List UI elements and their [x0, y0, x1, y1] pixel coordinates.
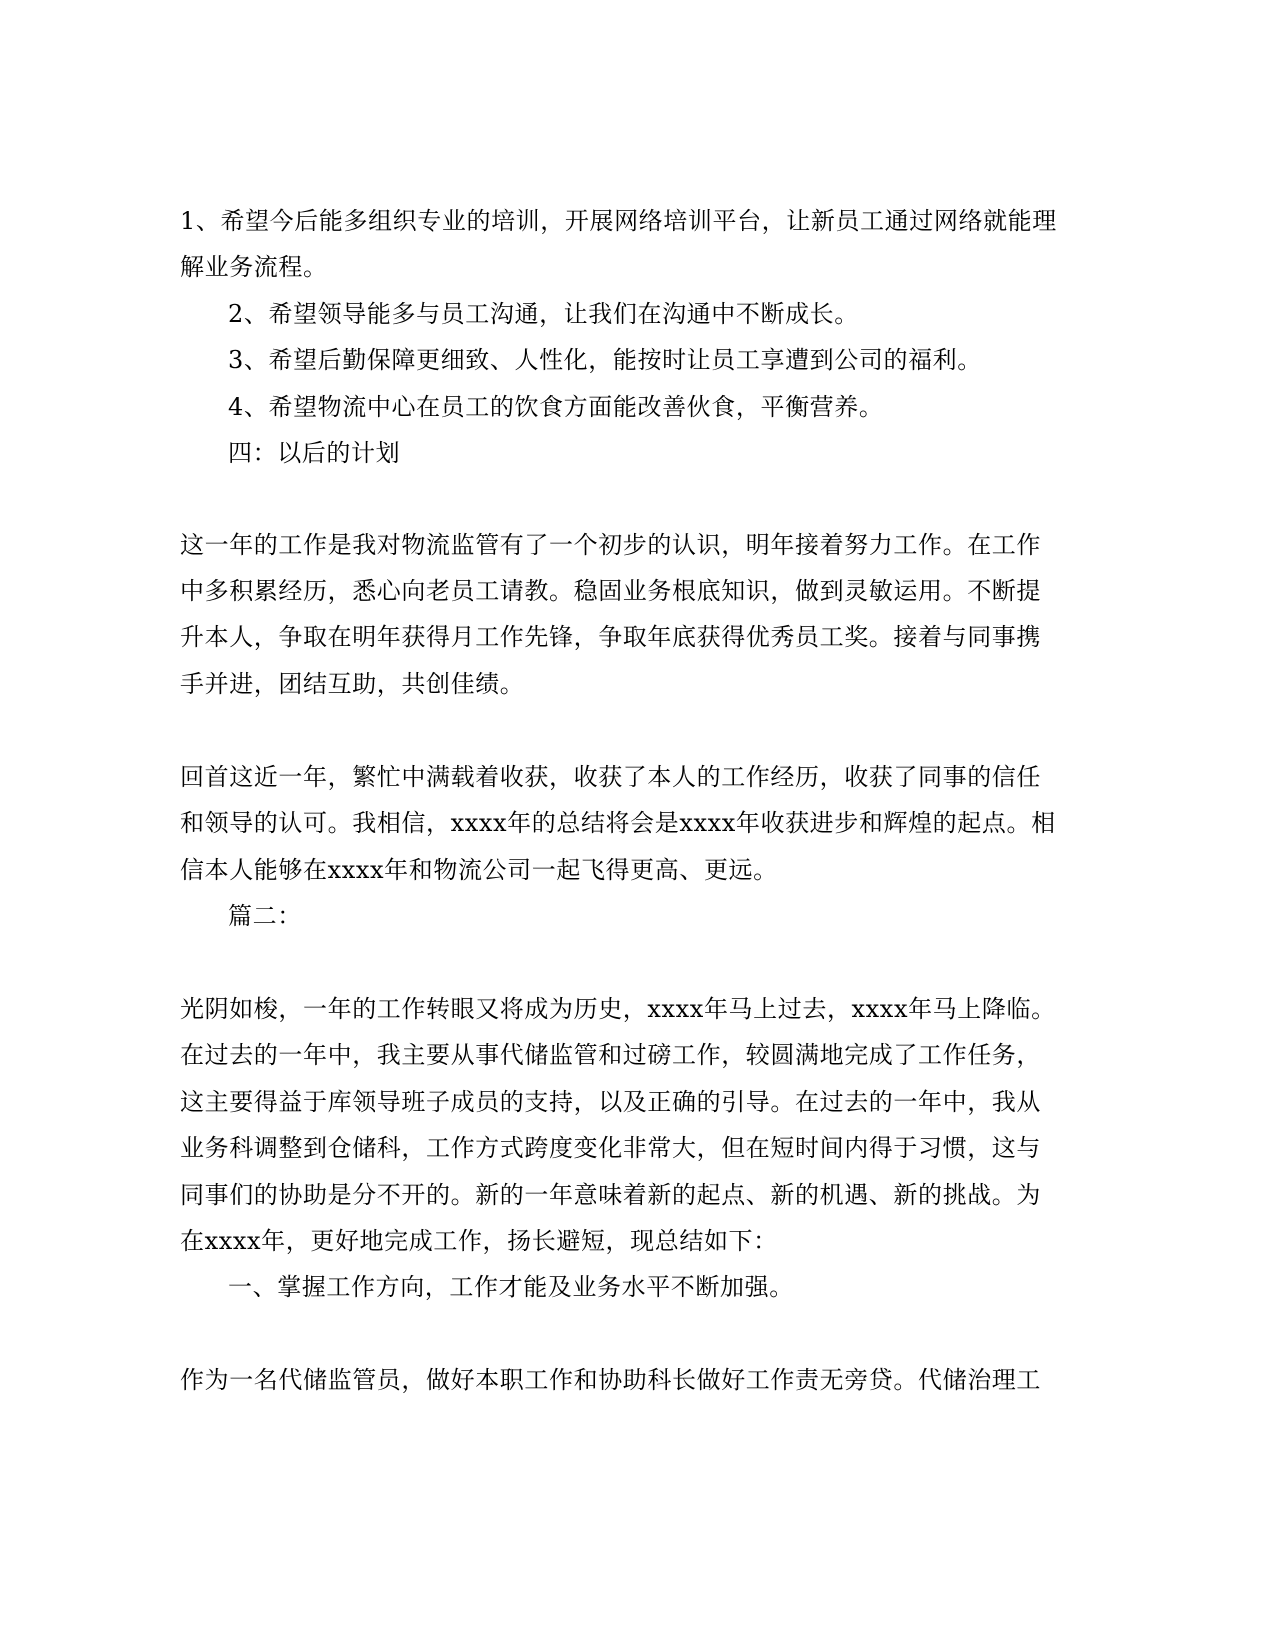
text-line: 回首这近一年，繁忙中满载着收获，收获了本人的工作经历，收获了同事的信任 [180, 763, 1041, 791]
text-line: 1、希望今后能多组织专业的培训，开展网络培训平台，让新员工通过网络就能理 [180, 207, 1057, 235]
text-line: 作为一名代储监管员，做好本职工作和协助科长做好工作责无旁贷。代储治理工 [180, 1366, 1041, 1394]
text-line: 升本人，争取在明年获得月工作先锋，争取年底获得优秀员工奖。接着与同事携 [180, 623, 1041, 651]
text-line: 3、希望后勤保障更细致、人性化，能按时让员工享遭到公司的福利。 [228, 346, 982, 374]
text-line: 在xxxx年，更好地完成工作，扬长避短，现总结如下： [180, 1227, 778, 1255]
section-heading: 一、掌握工作方向，工作才能及业务水平不断加强。 [228, 1273, 794, 1301]
text-line: 2、希望领导能多与员工沟通，让我们在沟通中不断成长。 [228, 300, 859, 328]
text-line: 这主要得益于库领导班子成员的支持，以及正确的引导。在过去的一年中，我从 [180, 1088, 1041, 1116]
text-line: 和领导的认可。我相信，xxxx年的总结将会是xxxx年收获进步和辉煌的起点。相 [180, 809, 1056, 837]
text-line: 解业务流程。 [180, 253, 328, 281]
text-line: 光阴如梭，一年的工作转眼又将成为历史，xxxx年马上过去，xxxx年马上降临。 [180, 995, 1056, 1023]
section-heading: 四：以后的计划 [228, 439, 401, 467]
text-line: 信本人能够在xxxx年和物流公司一起飞得更高、更远。 [180, 856, 778, 884]
text-line: 中多积累经历，悉心向老员工请教。稳固业务根底知识，做到灵敏运用。不断提 [180, 577, 1041, 605]
text-line: 这一年的工作是我对物流监管有了一个初步的认识，明年接着努力工作。在工作 [180, 531, 1041, 559]
document-page [180, 0, 1180, 1650]
text-line: 手并进，团结互助，共创佳绩。 [180, 670, 525, 698]
section-heading: 篇二： [228, 902, 302, 930]
text-line: 同事们的协助是分不开的。新的一年意味着新的起点、新的机遇、新的挑战。为 [180, 1181, 1041, 1209]
text-line: 业务科调整到仓储科，工作方式跨度变化非常大，但在短时间内得于习惯，这与 [180, 1134, 1041, 1162]
text-line: 4、希望物流中心在员工的饮食方面能改善伙食，平衡营养。 [228, 393, 884, 421]
text-line: 在过去的一年中，我主要从事代储监管和过磅工作，较圆满地完成了工作任务， [180, 1041, 1041, 1069]
